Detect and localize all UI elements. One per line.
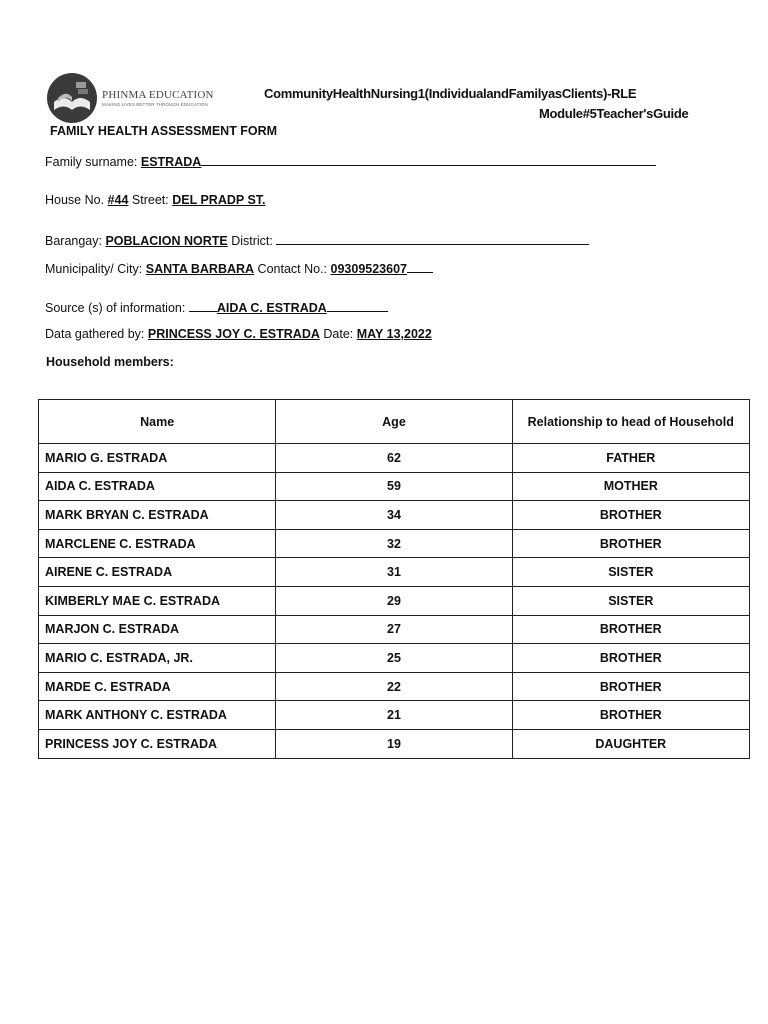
- table-row: [39, 472, 750, 501]
- source-line-right: [327, 299, 388, 312]
- table-row: [39, 558, 750, 587]
- form-title: FAMILY HEALTH ASSESSMENT FORM: [50, 124, 278, 138]
- contact-label: Contact No.:: [257, 262, 328, 276]
- table-row: [39, 615, 750, 644]
- member-name: PRINCESS JOY C. ESTRADA: [39, 729, 276, 758]
- municipality-label: Municipality/ City:: [45, 262, 143, 276]
- member-name: AIRENE C. ESTRADA: [39, 558, 276, 587]
- house-no-value: #44: [107, 193, 129, 207]
- date-label: Date:: [323, 327, 354, 341]
- family-surname-value: ESTRADA: [140, 155, 202, 169]
- source-label: Source (s) of information:: [45, 301, 186, 315]
- table-row: [39, 501, 750, 530]
- logo-tagline: MAKING LIVES BETTER THROUGH EDUCATION: [102, 102, 208, 107]
- header-relationship: Relationship to head of Household: [512, 400, 749, 444]
- municipality-value: SANTA BARBARA: [145, 262, 255, 276]
- member-name: MARK BRYAN C. ESTRADA: [39, 501, 276, 530]
- header-age: Age: [276, 400, 512, 444]
- course-title: CommunityHealthNursing1(IndividualandFamilyasClients)-RLE: [264, 86, 637, 101]
- table-row: [39, 701, 750, 730]
- member-age: 25: [276, 644, 512, 673]
- member-relationship: BROTHER: [512, 615, 749, 644]
- table-row: [39, 644, 750, 673]
- district-label: District:: [231, 234, 273, 248]
- module-title: Module#5Teacher'sGuide: [539, 106, 689, 121]
- member-name: MARK ANTHONY C. ESTRADA: [39, 701, 276, 730]
- family-surname-label: Family surname:: [45, 155, 138, 169]
- member-age: 22: [276, 672, 512, 701]
- member-name: MARDE C. ESTRADA: [39, 672, 276, 701]
- household-members-label: Household members:: [46, 355, 174, 369]
- source-value: AIDA C. ESTRADA: [216, 301, 327, 315]
- member-name: MARIO G. ESTRADA: [39, 444, 276, 473]
- member-age: 34: [276, 501, 512, 530]
- member-relationship: BROTHER: [512, 672, 749, 701]
- member-age: 19: [276, 729, 512, 758]
- member-name: MARJON C. ESTRADA: [39, 615, 276, 644]
- logo-text: PHINMA EDUCATION: [102, 89, 214, 101]
- member-relationship: FATHER: [512, 444, 749, 473]
- member-relationship: SISTER: [512, 558, 749, 587]
- gathered-row: [45, 327, 432, 341]
- member-name: MARCLENE C. ESTRADA: [39, 529, 276, 558]
- family-surname-line: [201, 153, 656, 166]
- table-row: [39, 672, 750, 701]
- member-age: 31: [276, 558, 512, 587]
- street-value: DEL PRADP ST.: [172, 193, 266, 207]
- member-age: 21: [276, 701, 512, 730]
- member-age: 62: [276, 444, 512, 473]
- household-table: [38, 399, 750, 759]
- table-row: [39, 529, 750, 558]
- member-relationship: DAUGHTER: [512, 729, 749, 758]
- barangay-row: [45, 232, 589, 248]
- date-value: MAY 13,2022: [356, 327, 432, 341]
- table-row: [39, 444, 750, 473]
- member-age: 27: [276, 615, 512, 644]
- contact-line: [407, 260, 433, 273]
- source-line-left: [189, 299, 217, 312]
- member-name: MARIO C. ESTRADA, JR.: [39, 644, 276, 673]
- member-relationship: BROTHER: [512, 529, 749, 558]
- address-row: [45, 193, 266, 207]
- member-age: 59: [276, 472, 512, 501]
- member-relationship: BROTHER: [512, 701, 749, 730]
- municipality-row: [45, 260, 433, 276]
- family-surname-row: [45, 153, 656, 169]
- table-row: [39, 729, 750, 758]
- header-name: Name: [39, 400, 276, 444]
- member-name: AIDA C. ESTRADA: [39, 472, 276, 501]
- contact-value: 09309523607: [330, 262, 407, 276]
- member-age: 29: [276, 586, 512, 615]
- member-relationship: BROTHER: [512, 501, 749, 530]
- gathered-by-value: PRINCESS JOY C. ESTRADA: [147, 327, 320, 341]
- gathered-by-label: Data gathered by:: [45, 327, 145, 341]
- source-row: [45, 299, 388, 315]
- district-value: [276, 232, 589, 245]
- member-relationship: MOTHER: [512, 472, 749, 501]
- house-no-label: House No.: [45, 193, 105, 207]
- member-name: KIMBERLY MAE C. ESTRADA: [39, 586, 276, 615]
- phinma-book-icon: [46, 72, 98, 124]
- table-header-row: [39, 400, 750, 444]
- member-relationship: BROTHER: [512, 644, 749, 673]
- phinma-logo: [46, 72, 226, 124]
- street-label: Street:: [131, 193, 169, 207]
- table-row: [39, 586, 750, 615]
- member-relationship: SISTER: [512, 586, 749, 615]
- barangay-value: POBLACION NORTE: [105, 234, 228, 248]
- barangay-label: Barangay:: [45, 234, 102, 248]
- member-age: 32: [276, 529, 512, 558]
